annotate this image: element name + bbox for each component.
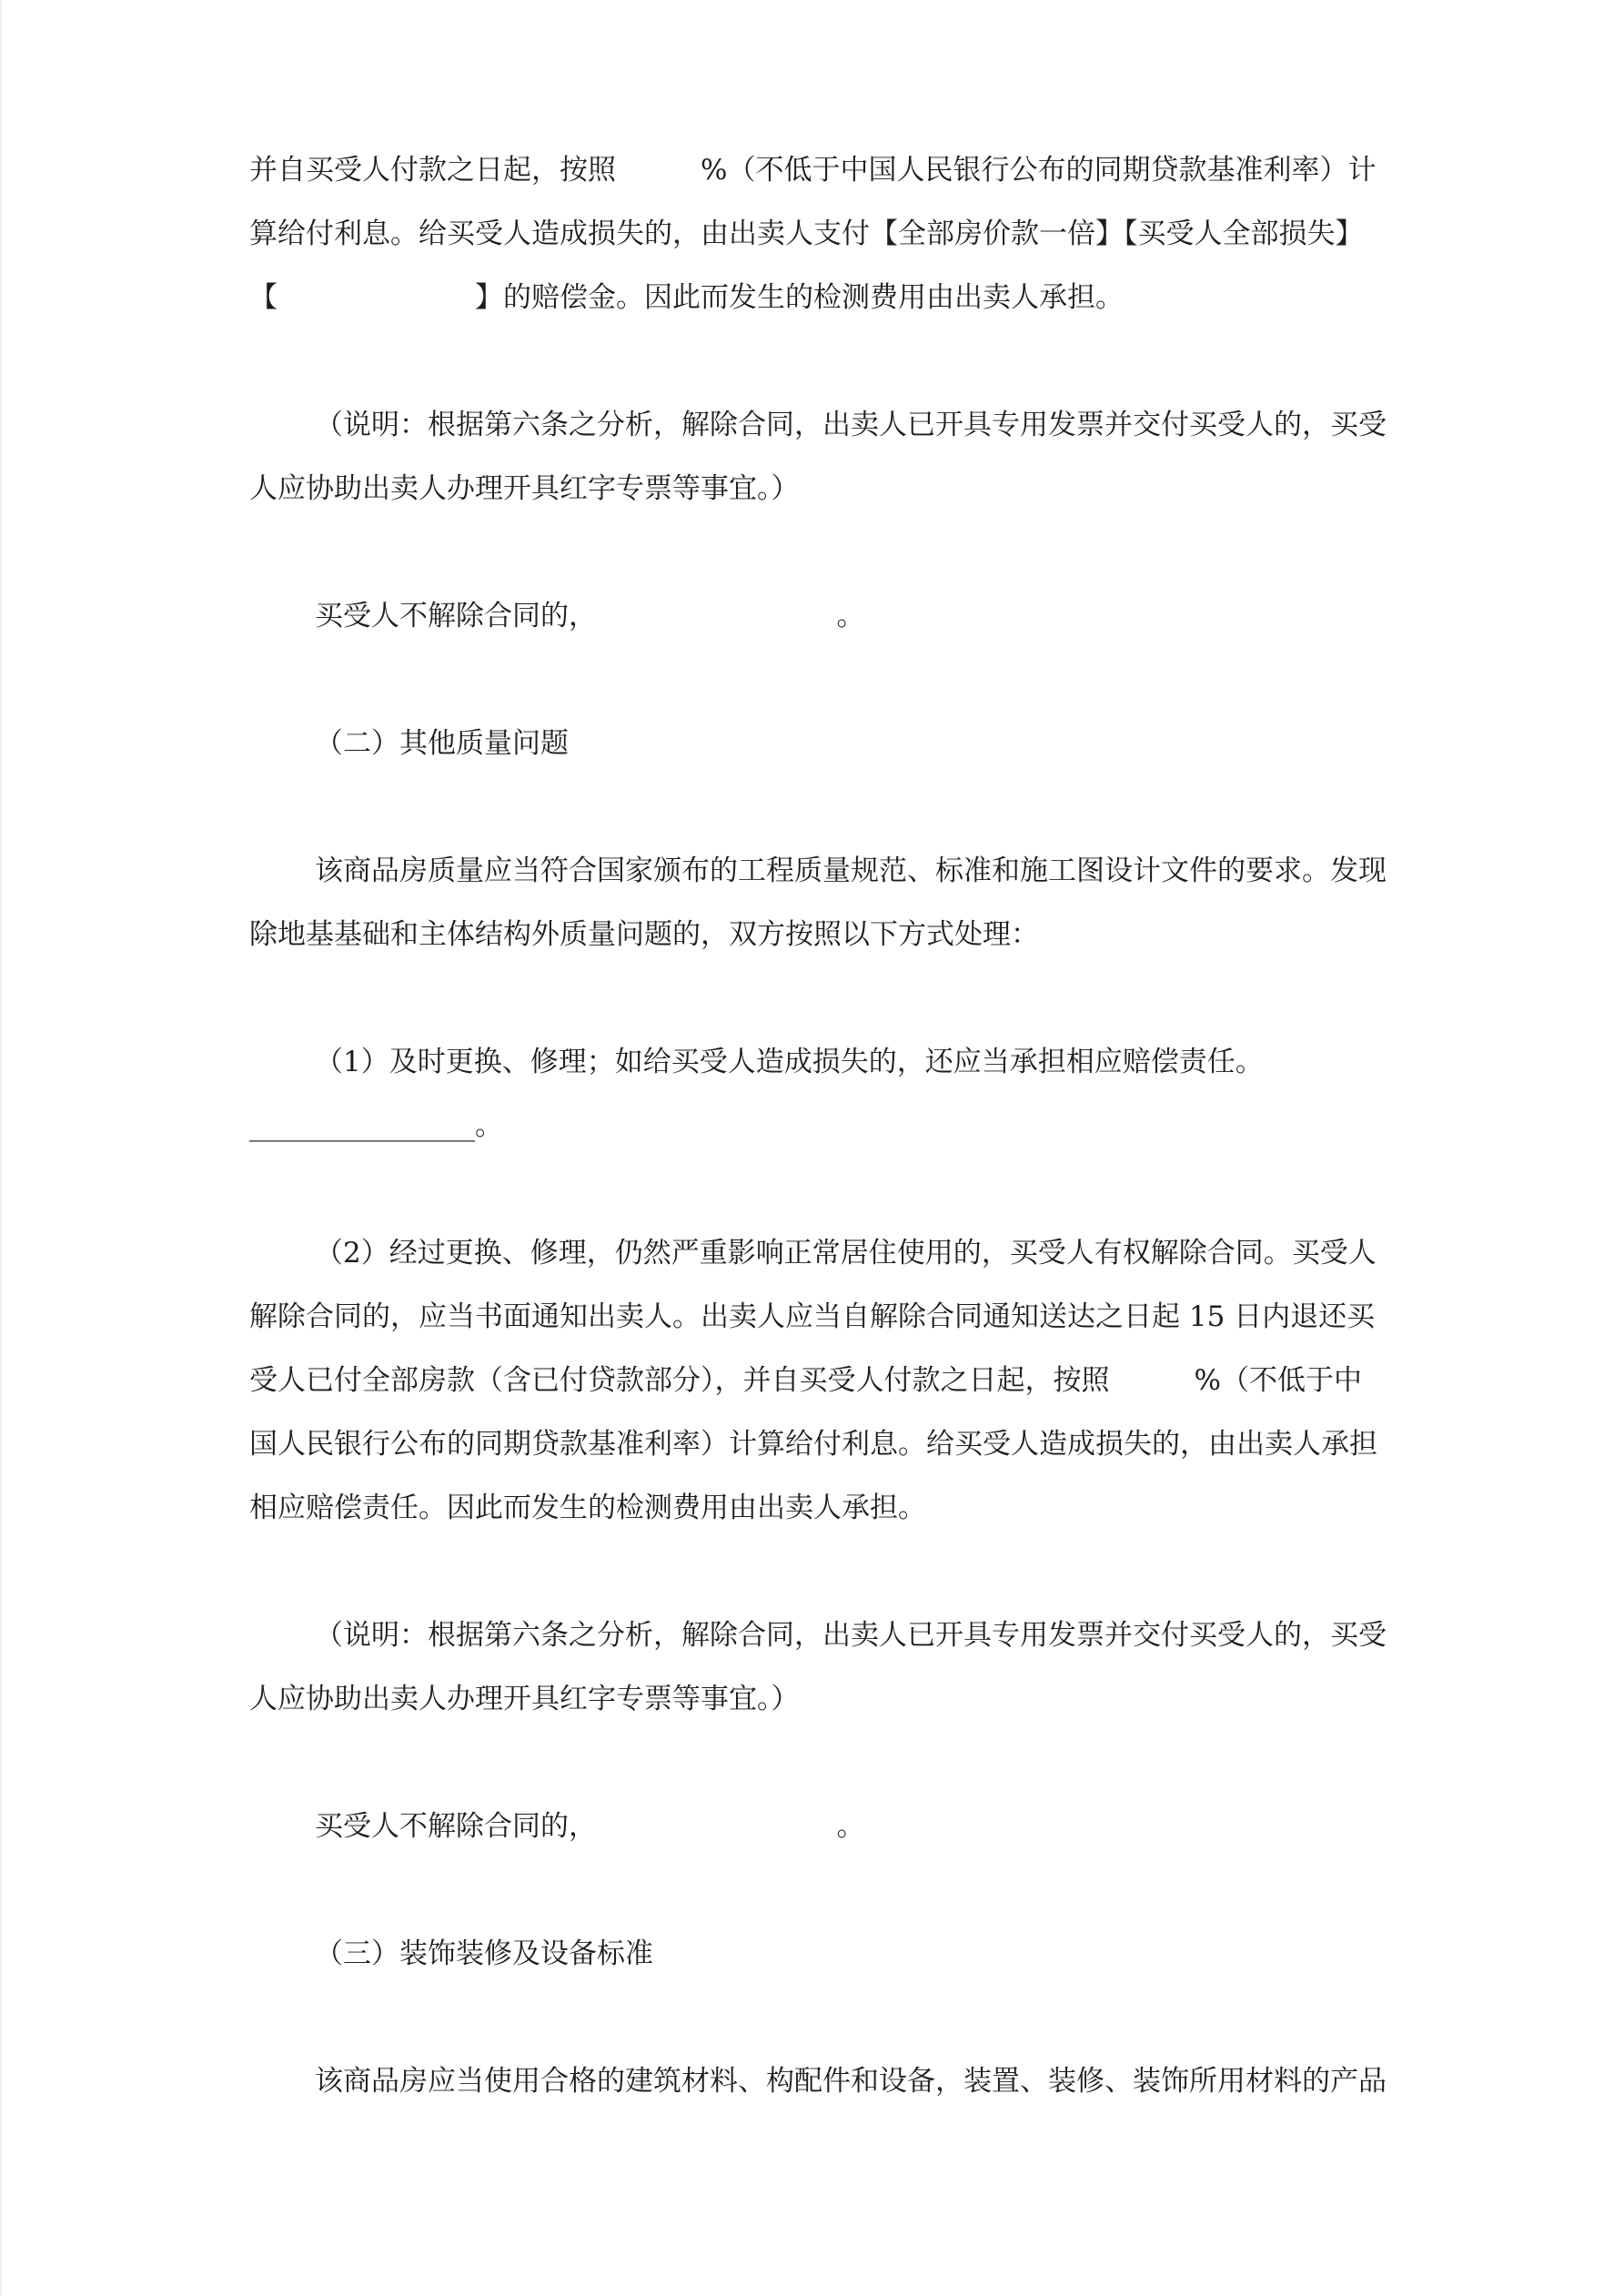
text-line: （说明：根据第六条之分析，解除合同，出卖人已开具专用发票并交付买受人的，买受 [315, 409, 1387, 441]
paragraph-quality-standards [249, 839, 1387, 966]
text-line: 该商品房应当使用合格的建筑材料、构配件和设备，装置、装修、装饰所用材料的产品 [315, 2065, 1387, 2098]
text-line: 人应协助出卖人办理开具红字专票等事宜。） [249, 472, 800, 505]
heading-line: （三）装饰装修及设备标准 [315, 1937, 653, 1970]
paragraph-note-red-invoice-1 [249, 393, 1387, 521]
text-line: （1）及时更换、修理；如给买受人造成损失的，还应当承担相应赔偿责任。 [315, 1046, 1264, 1078]
text-line: 解除合同的，应当书面通知出卖人。出卖人应当自解除合同通知送达之日起 15 日内退还买 [249, 1300, 1376, 1333]
text-line: （2）经过更换、修理，仍然严重影响正常居住使用的，买受人有权解除合同。买受人 [315, 1237, 1377, 1269]
text-line: 人应协助出卖人办理开具红字专票等事宜。） [249, 1683, 800, 1715]
paragraph-materials [249, 2049, 1387, 2113]
paragraph-buyer-not-rescind-1 [249, 584, 1387, 648]
paragraph-interest-compensation-continuation [249, 138, 1387, 329]
paragraph-item-1-repair-replace [249, 1030, 1387, 1158]
text-line: 并自买受人付款之日起，按照 %（不低于中国人民银行公布的同期贷款基准利率）计 [249, 154, 1377, 187]
text-line: 相应赔偿责任。因此而发生的检测费用由出卖人承担。 [249, 1492, 926, 1524]
paragraph-item-2-rescission [249, 1221, 1387, 1540]
text-line: 受人已付全部房款（含已付贷款部分），并自买受人付款之日起，按照 %（不低于中 [249, 1364, 1362, 1397]
contract-text-body [249, 138, 1387, 2113]
text-line: 买受人不解除合同的， 。 [315, 1810, 865, 1843]
text-line: 算给付利息。给买受人造成损失的，由出卖人支付【全部房价款一倍】【买受人全部损失】 [249, 217, 1364, 250]
section-heading-3 [249, 1922, 1387, 1986]
paragraph-buyer-not-rescind-2 [249, 1795, 1387, 1858]
text-line: 国人民银行公布的同期贷款基准利率）计算给付利息。给买受人造成损失的，由出卖人承担 [249, 1428, 1377, 1461]
text-line: 除地基基础和主体结构外质量问题的，双方按照以下方式处理： [249, 918, 1039, 951]
text-line: 该商品房质量应当符合国家颁布的工程质量规范、标准和施工图设计文件的要求。发现 [315, 855, 1387, 887]
text-line: （说明：根据第六条之分析，解除合同，出卖人已开具专用发票并交付买受人的，买受 [315, 1619, 1387, 1652]
heading-line: （二）其他质量问题 [315, 727, 569, 760]
section-heading-2 [249, 712, 1387, 775]
blank-fill-line: ________________。 [249, 1109, 503, 1142]
text-line: 【 】的赔偿金。因此而发生的检测费用由出卖人承担。 [249, 281, 1124, 314]
text-line: 买受人不解除合同的， 。 [315, 600, 865, 632]
paragraph-note-red-invoice-2 [249, 1603, 1387, 1731]
